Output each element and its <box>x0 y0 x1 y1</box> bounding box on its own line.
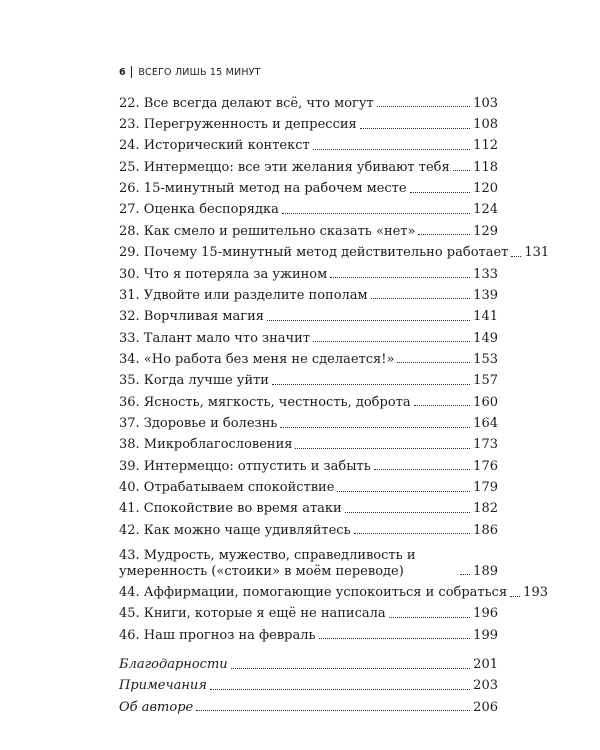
toc-entry-page: 112 <box>473 138 498 154</box>
dot-leader <box>345 512 470 513</box>
dot-leader <box>313 149 470 150</box>
toc-entry-page: 120 <box>473 181 498 197</box>
toc-entry-page: 164 <box>473 415 498 431</box>
dot-leader <box>397 362 470 363</box>
toc-entry-page: 201 <box>473 657 498 672</box>
toc-entry-title: 39. Интермеццо: отпустить и забыть <box>119 458 371 474</box>
dot-leader <box>337 491 470 492</box>
toc-entry-title: 29. Почему 15-минутный метод действительно работает <box>119 245 509 261</box>
toc-entry-page: 206 <box>473 699 498 715</box>
dot-leader <box>319 638 471 639</box>
toc-entry-title: 30. Что я потеряла за ужином <box>119 266 328 282</box>
toc-entry <box>119 579 548 600</box>
toc-entry <box>119 346 498 367</box>
toc-entry-page: 160 <box>473 394 498 410</box>
toc-entry-page: 179 <box>473 479 498 495</box>
toc-entry-title: 44. Аффирмации, помогающие успокоиться и собраться <box>119 584 508 600</box>
toc-entry-page: 149 <box>473 330 498 346</box>
toc-entry <box>119 453 498 474</box>
toc-entry <box>119 517 498 538</box>
toc-entry-page: 182 <box>473 501 498 517</box>
toc-entry-page: 189 <box>473 563 498 579</box>
toc-entry-title: 25. Интермеццо: все эти желания убивают тебя <box>119 159 450 175</box>
toc-entry <box>119 622 498 643</box>
toc-entry-title: 24. Исторический контекст <box>119 138 310 154</box>
toc-entry <box>119 325 498 346</box>
toc-entry-title: 37. Здоровье и болезнь <box>119 415 278 431</box>
toc-entry-page: 193 <box>523 584 548 600</box>
dot-leader <box>410 192 471 193</box>
toc-entry-page: 199 <box>473 627 498 643</box>
toc-entry <box>119 197 498 218</box>
dot-leader <box>196 710 470 711</box>
toc-entry-title: 34. «Но работа без меня не сделается!» <box>119 351 395 367</box>
dot-leader <box>282 213 470 214</box>
dot-leader <box>511 256 521 257</box>
toc-entry-title: 38. Микроблагословения <box>119 437 293 453</box>
toc-entry <box>119 111 498 132</box>
toc-entry-page: 203 <box>473 678 498 694</box>
dot-leader <box>210 689 470 690</box>
toc-entry <box>119 303 498 324</box>
toc-entry-page: 153 <box>473 351 498 367</box>
toc-entry <box>119 282 498 303</box>
dot-leader <box>272 384 470 385</box>
toc-entry-page: 173 <box>473 437 498 453</box>
toc-entry-title: 36. Ясность, мягкость, честность, доброта <box>119 394 411 410</box>
toc-entry-back-matter <box>119 673 498 694</box>
dot-leader <box>280 427 470 428</box>
dot-leader <box>510 596 520 597</box>
dot-leader <box>360 128 470 129</box>
dot-leader <box>453 170 471 171</box>
table-of-contents <box>119 90 550 715</box>
toc-entry-title: 46. Наш прогноз на февраль <box>119 627 316 643</box>
toc-entry-back-matter <box>119 651 498 672</box>
toc-entry <box>119 239 550 261</box>
toc-entry-title: Об авторе <box>119 699 194 715</box>
toc-entry <box>119 133 498 154</box>
toc-entry-title: 43. Мудрость, мужество, справедливость и умеренность («стоики» в моём переводе) <box>119 548 416 579</box>
toc-entry-page: 124 <box>473 202 498 218</box>
toc-entry <box>119 496 498 517</box>
toc-entry-title: 35. Когда лучше уйти <box>119 373 269 389</box>
header-separator <box>131 66 133 78</box>
toc-entry-page: 103 <box>473 95 498 111</box>
dot-leader <box>374 469 470 470</box>
dot-leader <box>460 574 470 575</box>
toc-entry <box>119 410 498 431</box>
toc-entry-page: 157 <box>473 373 498 389</box>
dot-leader <box>418 234 470 235</box>
book-title: ВСЕГО ЛИШЬ 15 МИНУТ <box>138 66 261 78</box>
toc-entry <box>119 261 498 282</box>
toc-entry-title: 32. Ворчливая магия <box>119 309 264 325</box>
toc-entry-title: 27. Оценка беспорядка <box>119 202 279 218</box>
toc-entry-back-matter <box>119 694 498 715</box>
toc-entry-page: 118 <box>473 159 498 175</box>
dot-leader <box>330 277 470 278</box>
toc-entry-title: Благодарности <box>119 657 228 672</box>
dot-leader <box>389 617 471 618</box>
toc-entry-title: 22. Все всегда делают всё, что могут <box>119 95 374 111</box>
dot-leader <box>354 533 471 534</box>
toc-entry-title: 23. Перегруженность и депрессия <box>119 117 357 133</box>
toc-entry-page: 133 <box>473 266 498 282</box>
dot-leader <box>414 405 471 406</box>
toc-entry <box>119 90 498 111</box>
toc-entry-title: 42. Как можно чаще удивляйтесь <box>119 522 351 538</box>
dot-leader <box>377 106 470 107</box>
toc-entry-page: 131 <box>524 245 550 261</box>
toc-entry <box>119 601 498 622</box>
toc-entry <box>119 389 498 410</box>
dot-leader <box>231 668 471 669</box>
toc-entry-page: 108 <box>473 117 498 133</box>
toc-entry-title: 26. 15-минутный метод на рабочем месте <box>119 181 407 197</box>
toc-entry-page: 176 <box>473 458 498 474</box>
toc-entry <box>119 474 498 495</box>
toc-entry-title: 31. Удвойте или разделите пополам <box>119 287 368 303</box>
toc-entry-page: 139 <box>473 287 498 303</box>
page-number: 6 <box>119 66 126 78</box>
toc-entry <box>119 367 498 388</box>
toc-entry <box>119 538 498 579</box>
toc-entry <box>119 154 498 175</box>
dot-leader <box>313 341 470 342</box>
toc-entry-title: 45. Книги, которые я ещё не написала <box>119 606 386 622</box>
toc-entry-page: 196 <box>473 606 498 622</box>
toc-entry <box>119 218 498 239</box>
toc-entry-title: Примечания <box>119 678 207 694</box>
toc-entry-title: 40. Отрабатываем спокойствие <box>119 479 335 495</box>
toc-entry-title: 33. Талант мало что значит <box>119 330 311 346</box>
toc-entry-title: 28. Как смело и решительно сказать «нет» <box>119 223 416 239</box>
toc-entry <box>119 175 498 196</box>
toc-entry-page: 186 <box>473 522 498 538</box>
toc-entry-page: 129 <box>473 223 498 239</box>
toc-entry-page: 141 <box>473 309 498 325</box>
dot-leader <box>371 298 471 299</box>
toc-entry <box>119 432 498 453</box>
running-header <box>119 64 261 80</box>
toc-entry-title: 41. Спокойствие во время атаки <box>119 501 342 517</box>
dot-leader <box>267 320 470 321</box>
dot-leader <box>295 448 470 449</box>
